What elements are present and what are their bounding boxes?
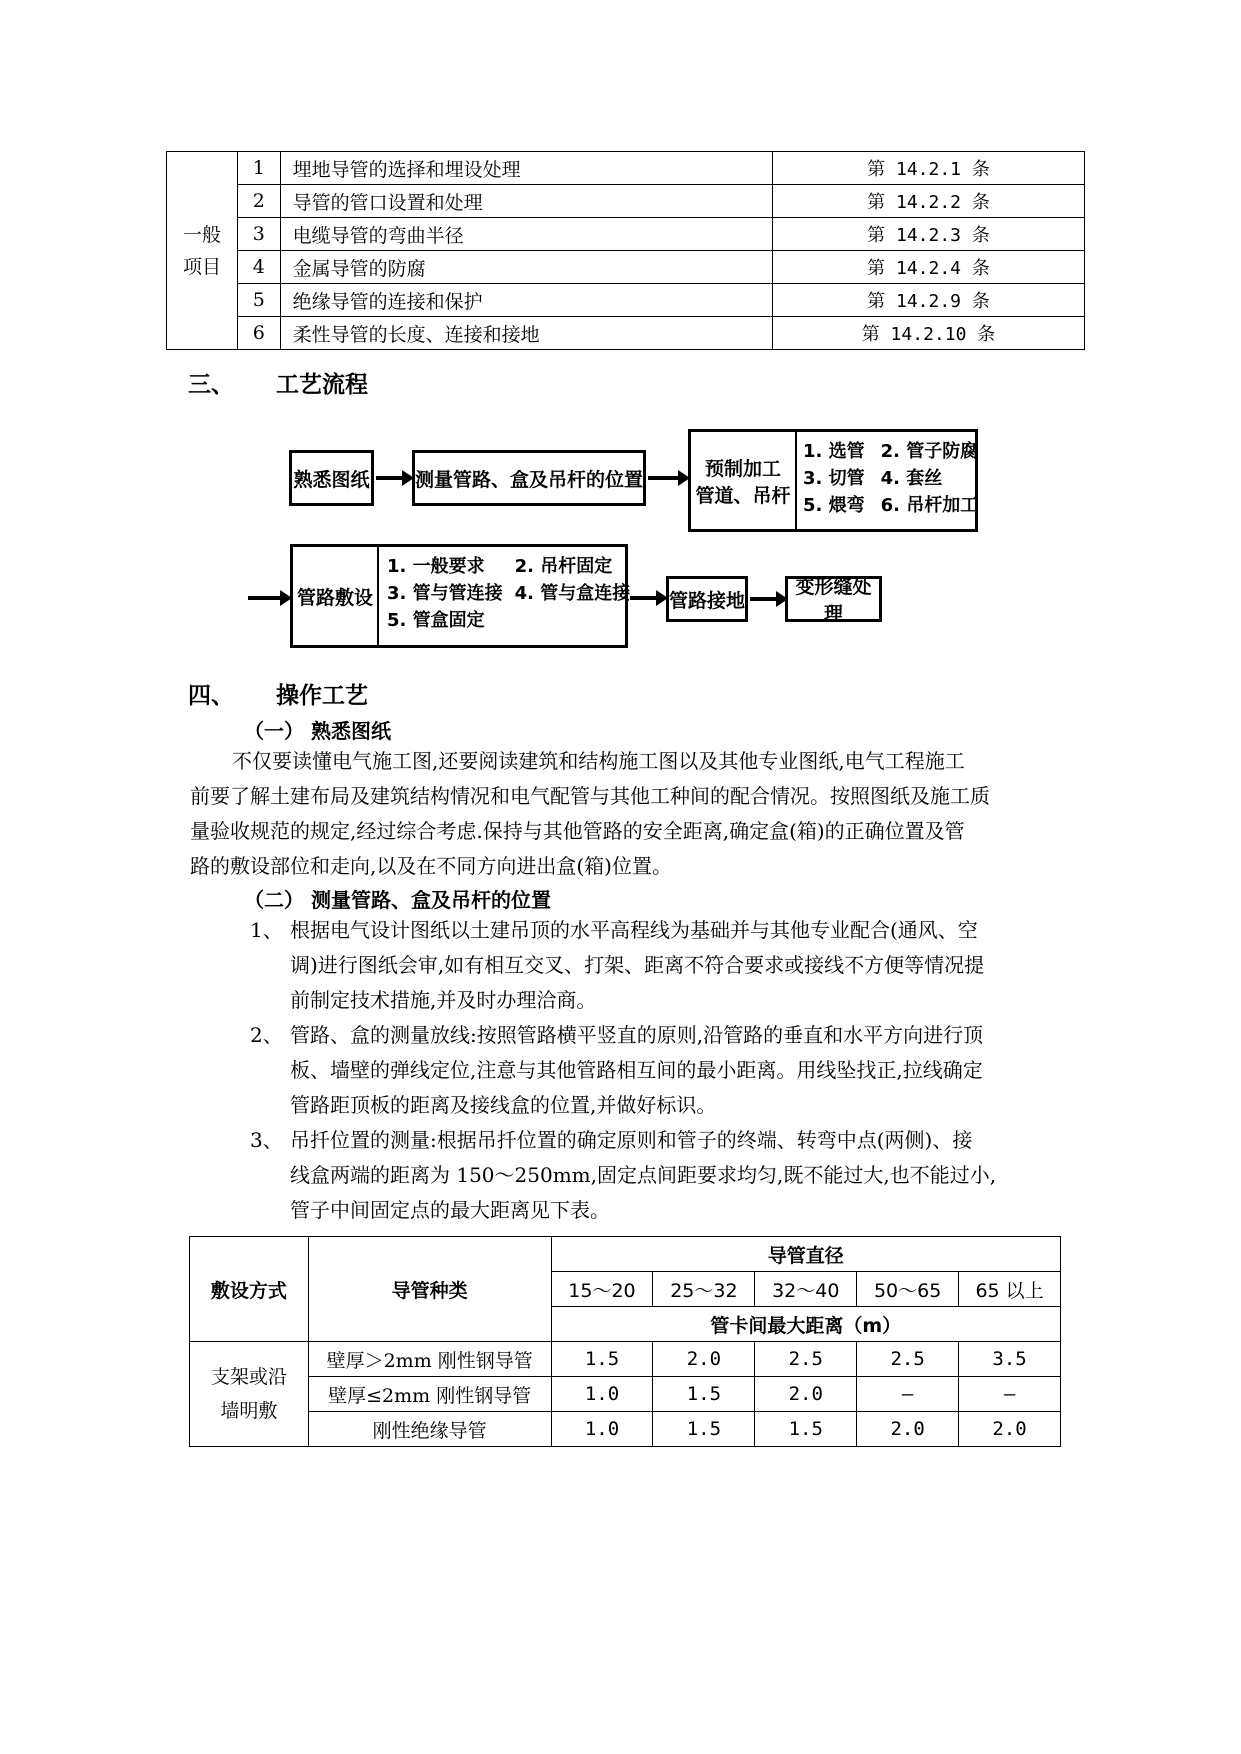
flow-step-grounding: 管路接地: [666, 576, 748, 622]
section-number: 四、: [188, 683, 234, 709]
row-item: 柔性导管的长度、连接和接地: [280, 317, 772, 350]
table-header-row: [190, 1237, 1061, 1272]
flow-list-item: 3. 管与管连接: [387, 583, 503, 604]
diameter-range: 32～40: [755, 1272, 857, 1307]
flow-step-familiarize: 熟悉图纸: [289, 450, 374, 506]
paragraph-line: 不仅要读懂电气施工图,还要阅读建筑和结构施工图以及其他专业图纸,电气工程施工: [232, 749, 965, 773]
flow-list-item: 5. 管盒固定: [387, 610, 485, 631]
header-method: 敷设方式: [190, 1237, 309, 1342]
distance-value: 2.0: [653, 1342, 755, 1377]
list-line: 根据电气设计图纸以土建吊顶的水平高程线为基础并与其他专业配合(通风、空: [290, 918, 978, 942]
flow-list-item: 5. 煨弯: [803, 495, 865, 516]
row-item: 电缆导管的弯曲半径: [280, 218, 772, 251]
flow-list-item: 2. 吊杆固定: [514, 556, 613, 577]
conduit-type: 刚性绝缘导管: [308, 1412, 551, 1447]
flow-list-item: 3. 切管: [803, 468, 865, 489]
flow-step-prefab-line: 预制加工: [704, 457, 781, 480]
flow-list-item: 6. 吊杆加工: [880, 495, 979, 516]
flow-step-laying-title: 管路敷设: [293, 547, 379, 645]
table-row: [190, 1412, 1061, 1447]
row-item: 绝缘导管的连接和保护: [280, 284, 772, 317]
flow-arrow: [648, 476, 680, 480]
row-clause: 第 14.2.1 条: [773, 152, 1085, 185]
list-line: 吊扦位置的测量:根据吊扦位置的确定原则和管子的终端、转弯中点(两侧)、接: [290, 1128, 973, 1152]
header-distance: 管卡间最大距离（m）: [551, 1307, 1060, 1342]
row-item: 金属导管的防腐: [280, 251, 772, 284]
flow-step-joint: 变形缝处理: [785, 576, 882, 622]
method-cell: [190, 1342, 309, 1447]
paragraph-line: 前要了解土建布局及建筑结构情况和电气配管与其他工种间的配合情况。按照图纸及施工质: [190, 784, 990, 808]
table-row: [190, 1342, 1061, 1377]
list-number: 1、: [250, 918, 283, 942]
method-line: 支架或沿: [210, 1366, 287, 1388]
row-clause: 第 14.2.10 条: [773, 317, 1085, 350]
flow-arrow: [630, 596, 658, 600]
diameter-range: 50～65: [857, 1272, 959, 1307]
conduit-type: 壁厚≤2mm 刚性钢导管: [308, 1377, 551, 1412]
subsection-title: （二） 测量管路、盒及吊杆的位置: [244, 888, 551, 912]
list-line: 管路、盒的测量放线:按照管路横平竖直的原则,沿管路的垂直和水平方向进行顶: [290, 1023, 984, 1047]
list-line: 管子中间固定点的最大距离见下表。: [290, 1198, 610, 1222]
flow-step-prefab-line: 管道、吊杆: [695, 484, 791, 507]
row-number: 4: [238, 251, 280, 284]
flow-arrow: [376, 476, 404, 480]
distance-value: 2.0: [755, 1377, 857, 1412]
header-diameter: 导管直径: [551, 1237, 1060, 1272]
flow-list-item: 4. 管与盒连接: [514, 583, 631, 604]
section-title: 操作工艺: [276, 683, 369, 709]
list-line: 板、墙壁的弹线定位,注意与其他管路相互间的最小距离。用线坠找正,拉线确定: [290, 1058, 983, 1082]
distance-value: 1.5: [551, 1342, 653, 1377]
method-line: 墙明敷: [220, 1400, 278, 1422]
list-line: 前制定技术措施,并及时办理洽商。: [290, 988, 597, 1012]
row-number: 1: [238, 152, 280, 185]
row-number: 5: [238, 284, 280, 317]
table-row: [167, 152, 1085, 185]
flow-list-item: 2. 管子防腐: [880, 441, 979, 462]
row-clause: 第 14.2.2 条: [773, 185, 1085, 218]
paragraph: [190, 744, 1062, 884]
list-line: 管路距顶板的距离及接线盒的位置,并做好标识。: [290, 1093, 717, 1117]
row-clause: 第 14.2.4 条: [773, 251, 1085, 284]
section-number: 三、: [188, 372, 234, 398]
flow-list-item: 1. 选管: [803, 441, 865, 462]
flow-step-measure: 测量管路、盒及吊杆的位置: [412, 450, 646, 506]
list-item: [250, 1123, 1070, 1228]
diameter-range: 15～20: [551, 1272, 653, 1307]
row-item: 埋地导管的选择和埋设处理: [280, 152, 772, 185]
distance-value: 2.5: [755, 1342, 857, 1377]
distance-value: 1.5: [755, 1412, 857, 1447]
group-label-cell: [167, 152, 238, 350]
list-line: 调)进行图纸会审,如有相互交叉、打架、距离不符合要求或接线不方便等情况提: [290, 953, 985, 977]
flow-arrow: [248, 596, 282, 600]
flow-laying-list: [387, 553, 630, 634]
distance-value: —: [959, 1377, 1061, 1412]
row-number: 2: [238, 185, 280, 218]
conduit-type: 壁厚＞2mm 刚性钢导管: [308, 1342, 551, 1377]
distance-value: 2.0: [857, 1412, 959, 1447]
header-type: 导管种类: [308, 1237, 551, 1342]
row-item: 导管的管口设置和处理: [280, 185, 772, 218]
list-item: [250, 1018, 1070, 1123]
distance-value: —: [857, 1377, 959, 1412]
row-clause: 第 14.2.9 条: [773, 284, 1085, 317]
flow-list-item: 1. 一般要求: [387, 556, 485, 577]
table-row: [167, 185, 1085, 218]
distance-value: 1.5: [653, 1377, 755, 1412]
list-number: 2、: [250, 1023, 283, 1047]
table-row: [167, 218, 1085, 251]
distance-value: 1.5: [653, 1412, 755, 1447]
flow-step-prefab-title: [691, 432, 797, 529]
diameter-range: 65 以上: [959, 1272, 1061, 1307]
distance-value: 1.0: [551, 1377, 653, 1412]
table-row: [190, 1377, 1061, 1412]
flow-prefab-list: [803, 438, 978, 519]
distance-value: 1.0: [551, 1412, 653, 1447]
paragraph-line: 量验收规范的规定,经过综合考虑.保持与其他管路的安全距离,确定盒(箱)的正确位置及管: [190, 819, 965, 843]
distance-value: 2.0: [959, 1412, 1061, 1447]
inspection-items-table: [166, 151, 1085, 350]
flow-list-item: 4. 套丝: [880, 468, 943, 489]
list-line: 线盒两端的距离为 150～250mm,固定点间距要求均匀,既不能过大,也不能过小,: [290, 1163, 997, 1187]
paragraph-line: 路的敷设部位和走向,以及在不同方向进出盒(箱)位置。: [190, 854, 672, 878]
section-heading: [188, 366, 368, 399]
group-label-line: 一般: [183, 223, 222, 246]
distance-value: 3.5: [959, 1342, 1061, 1377]
conduit-spacing-table: [189, 1236, 1061, 1447]
list-number: 3、: [250, 1128, 283, 1152]
section-title: 工艺流程: [276, 372, 369, 398]
section-heading: [188, 677, 368, 710]
flow-arrow: [750, 597, 778, 601]
row-number: 6: [238, 317, 280, 350]
row-clause: 第 14.2.3 条: [773, 218, 1085, 251]
numbered-list: [250, 913, 1070, 1228]
distance-value: 2.5: [857, 1342, 959, 1377]
table-row: [167, 284, 1085, 317]
diameter-range: 25～32: [653, 1272, 755, 1307]
table-row: [167, 251, 1085, 284]
subsection-title: （一） 熟悉图纸: [244, 719, 391, 743]
list-item: [250, 913, 1070, 1018]
table-row: [167, 317, 1085, 350]
group-label-line: 项目: [183, 255, 222, 278]
row-number: 3: [238, 218, 280, 251]
